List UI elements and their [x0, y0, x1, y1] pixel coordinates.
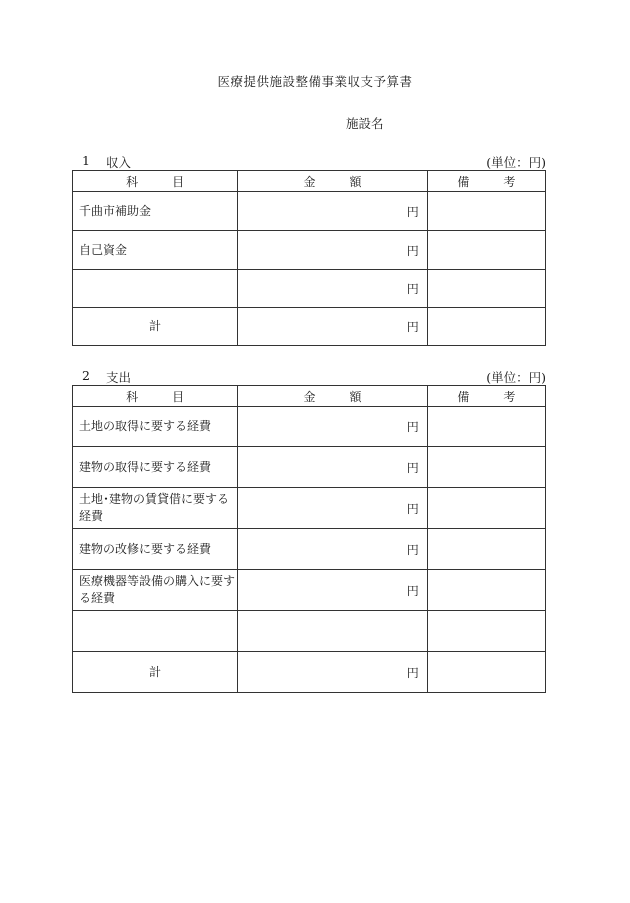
header-remarks: 備 考 [427, 171, 545, 192]
header-item: 科 目 [73, 386, 238, 407]
expense-total-label: 計 [73, 652, 238, 693]
income-total-row [73, 308, 546, 346]
expense-total-amount[interactable]: 円 [238, 652, 427, 693]
income-total-amount[interactable]: 円 [238, 308, 427, 346]
income-amount-cell[interactable]: 円 [238, 192, 427, 231]
expense-section-title: 支出 [106, 370, 132, 385]
expense-section-number: 2 [82, 368, 90, 383]
table-row [73, 570, 546, 611]
header-amount: 金 額 [238, 386, 427, 407]
expense-item-cell: 土地の取得に要する経費 [73, 407, 238, 447]
expense-item-cell: 建物の取得に要する経費 [73, 447, 238, 488]
income-remarks-cell[interactable] [427, 231, 545, 270]
income-remarks-cell[interactable] [427, 270, 545, 308]
income-section-number: 1 [82, 153, 90, 168]
income-total-label: 計 [73, 308, 238, 346]
header-amount: 金 額 [238, 171, 427, 192]
income-amount-cell[interactable]: 円 [238, 231, 427, 270]
income-amount-cell[interactable]: 円 [238, 270, 427, 308]
expense-amount-cell[interactable]: 円 [238, 447, 427, 488]
facility-name-label: 施設名 [346, 116, 384, 131]
expense-total-row [73, 652, 546, 693]
table-row [73, 231, 546, 270]
income-header-row [73, 171, 546, 192]
document-title: 医療提供施設整備事業収支予算書 [217, 74, 413, 89]
expense-table [72, 385, 546, 693]
income-unit-label: (単位：円) [486, 155, 546, 170]
expense-remarks-cell[interactable] [427, 447, 545, 488]
expense-amount-cell[interactable]: 円 [238, 570, 427, 611]
expense-remarks-cell[interactable] [427, 570, 545, 611]
expense-item-cell[interactable] [73, 611, 238, 652]
expense-remarks-cell[interactable] [427, 529, 545, 570]
income-item-cell: 千曲市補助金 [73, 192, 238, 231]
header-item: 科 目 [73, 171, 238, 192]
income-remarks-cell[interactable] [427, 192, 545, 231]
table-row [73, 488, 546, 529]
income-total-remarks[interactable] [427, 308, 545, 346]
table-row [73, 270, 546, 308]
table-row [73, 192, 546, 231]
expense-remarks-cell[interactable] [427, 407, 545, 447]
income-item-cell: 自己資金 [73, 231, 238, 270]
income-table [72, 170, 546, 346]
table-row [73, 611, 546, 652]
expense-total-remarks[interactable] [427, 652, 545, 693]
income-section-title: 収入 [106, 155, 132, 170]
expense-amount-cell[interactable]: 円 [238, 488, 427, 529]
income-item-cell[interactable] [73, 270, 238, 308]
expense-item-cell: 建物の改修に要する経費 [73, 529, 238, 570]
table-row [73, 407, 546, 447]
expense-amount-cell[interactable] [238, 611, 427, 652]
header-remarks: 備 考 [427, 386, 545, 407]
expense-amount-cell[interactable]: 円 [238, 529, 427, 570]
expense-item-cell: 土地･建物の賃貸借に要する経費 [73, 488, 238, 529]
expense-amount-cell[interactable]: 円 [238, 407, 427, 447]
expense-header-row [73, 386, 546, 407]
table-row [73, 529, 546, 570]
expense-unit-label: (単位：円) [486, 370, 546, 385]
expense-remarks-cell[interactable] [427, 611, 545, 652]
table-row [73, 447, 546, 488]
expense-item-cell: 医療機器等設備の購入に要する経費 [73, 570, 238, 611]
expense-remarks-cell[interactable] [427, 488, 545, 529]
